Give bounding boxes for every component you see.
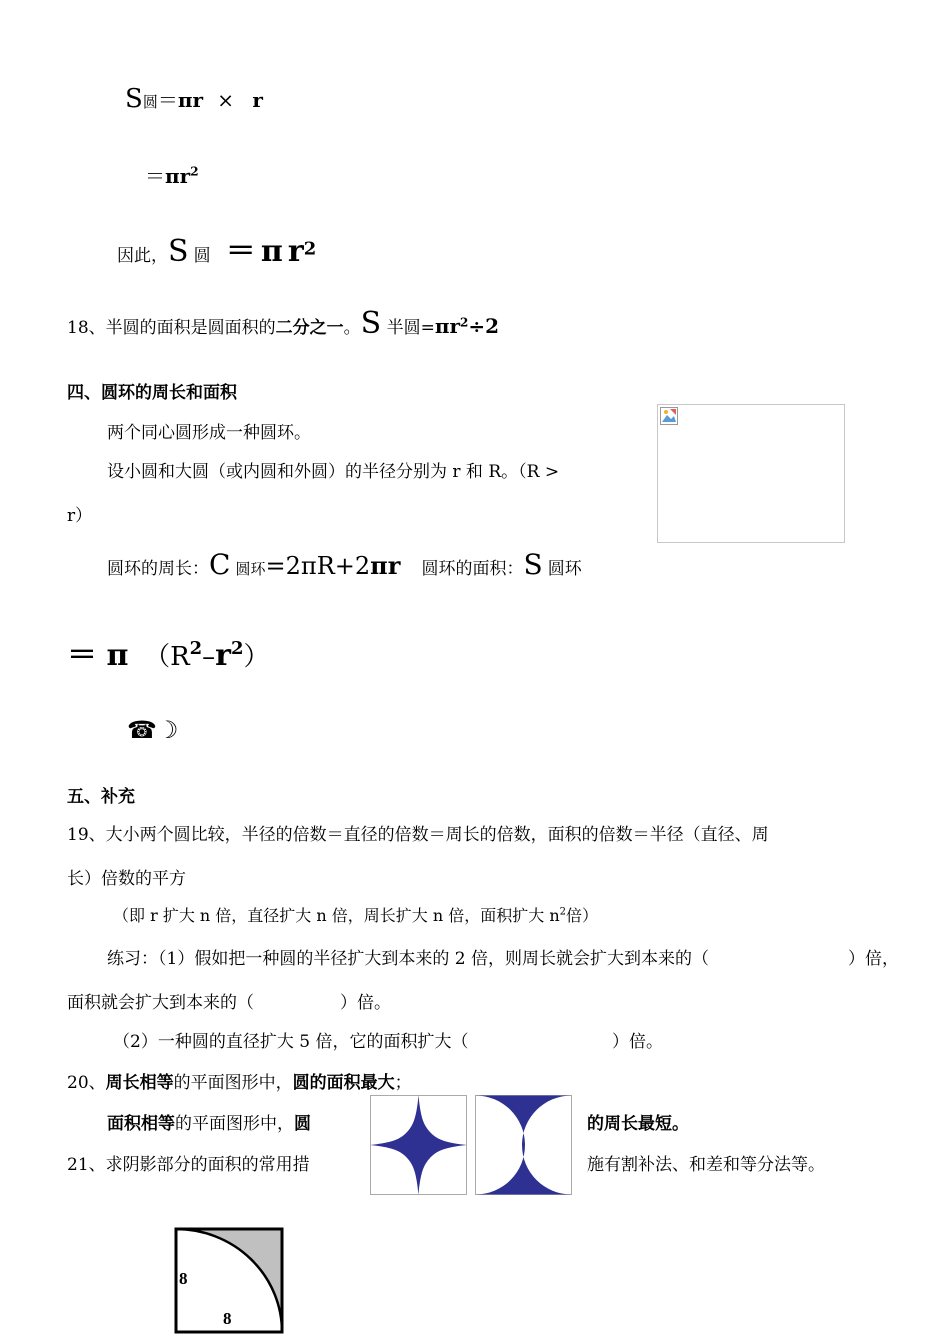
item18-period: 。 — [343, 318, 361, 338]
formula3-sup: 2 — [303, 238, 317, 260]
formula-area-line2 — [145, 160, 199, 189]
ring-area-close: ） — [243, 642, 270, 672]
ring-area-sup1: 2 — [189, 638, 203, 659]
phone-moon-symbols: ☎☽ — [127, 716, 179, 744]
formula-sub-yuan: 圆 — [142, 93, 158, 111]
item19-note-sup: 2 — [559, 906, 567, 918]
item20-b1: 周长相等 — [105, 1073, 174, 1093]
item20-b5: 的周长最短。 — [587, 1114, 689, 1134]
ring-line2: 设小圆和大圆（或内圆和外圆）的半径分别为 r 和 R。（R > — [107, 462, 560, 482]
formula3-pi: π — [260, 234, 283, 269]
item20-t1: 的平面图形中， — [173, 1073, 293, 1093]
item18-sup: 2 — [460, 315, 469, 330]
item19-ex2-b: ）倍。 — [612, 1032, 663, 1052]
item18-sub: 半圆 — [386, 318, 421, 338]
formula2-eq: ＝ — [145, 164, 165, 188]
formula-eq: ＝ — [157, 88, 178, 112]
item-18 — [67, 306, 499, 341]
item19-ex1-a: 练习：（1）假如把一种圆的半径扩大到本来的 2 倍，则周长就会扩大到本来的（ — [107, 949, 709, 969]
formula-r: r — [252, 88, 263, 112]
ring-image-placeholder — [657, 404, 845, 543]
figure-label-1: 8 — [179, 1269, 188, 1288]
item18-text: 18、半圆的面积是圆面积的 — [67, 318, 276, 338]
formula-pir: πr — [177, 88, 204, 112]
ring-area-r: r — [215, 638, 231, 673]
formula-area-line3 — [117, 226, 316, 270]
formula-area-line1 — [125, 84, 263, 114]
item19-note — [113, 903, 598, 926]
formula3-sub: 圆 — [193, 246, 211, 266]
item20-b4: 圆 — [294, 1114, 311, 1134]
star-shape-figure — [370, 1095, 467, 1195]
item19-note-a: （即 r 扩大 n 倍，直径扩大 n 倍，周长扩大 n 倍，面积扩大 n — [113, 906, 560, 925]
ring-c-sub: 圆环 — [235, 560, 266, 578]
item18-pir: πr — [434, 314, 461, 338]
formula3-s: S — [168, 234, 189, 269]
ring-area-minus: – — [202, 642, 216, 672]
ring-c: C — [209, 548, 231, 581]
item19-ex1-b: ）倍， — [848, 949, 899, 969]
quarter-circle-figure — [172, 1226, 286, 1336]
item20-b2: 圆的面积最大 — [292, 1073, 395, 1093]
item20-b3: 面积相等 — [107, 1114, 175, 1134]
ring-c-formula-b: πr — [370, 551, 401, 580]
formula3-r: r — [287, 234, 304, 269]
item19-ex2-a: （2）一种圆的直径扩大 5 倍，它的面积扩大（ — [113, 1032, 469, 1052]
ring-line1: 两个同心圆形成一种圆环。 — [107, 423, 311, 443]
section-5-heading: 五、补充 — [67, 787, 135, 807]
item18-bold: 二分之一 — [275, 318, 344, 338]
ring-area-pi: π — [106, 638, 129, 673]
item19-ex1-c: 面积就会扩大到本来的（ — [67, 993, 254, 1013]
ring-area-eq: ＝ — [67, 638, 97, 673]
ring-perimeter-label: 圆环的周长： — [107, 559, 209, 579]
item-20-line2 — [107, 1109, 311, 1134]
formula-times: × — [217, 88, 235, 112]
item20-t2: ； — [394, 1073, 412, 1093]
item18-tail: ÷2 — [468, 314, 500, 338]
formula3-prefix: 因此， — [117, 246, 168, 266]
formula3-eq: ＝ — [225, 234, 256, 269]
broken-image-icon — [660, 407, 678, 425]
item21-a: 21、求阴影部分的面积的常用措 — [67, 1155, 310, 1175]
formula2-sup: 2 — [190, 164, 199, 179]
formula2-pir: πr — [165, 164, 191, 188]
ring-line3: r） — [67, 506, 93, 526]
item20-t3: 的平面图形中， — [175, 1114, 294, 1134]
item18-eq: = — [420, 318, 435, 338]
ring-s: S — [523, 548, 543, 581]
ring-area-formula — [67, 630, 270, 674]
ring-s-sub: 圆环 — [547, 559, 582, 579]
hourglass-shape-figure — [475, 1095, 572, 1195]
ring-area-open: （R — [144, 642, 190, 672]
section-4-heading: 四、圆环的周长和面积 — [67, 383, 237, 403]
item19-ex1-d: ）倍。 — [340, 993, 391, 1013]
ring-area-sup2: 2 — [230, 638, 244, 659]
item20-num: 20、 — [67, 1073, 106, 1093]
figure-label-2: 8 — [223, 1309, 232, 1328]
item21-b: 施有割补法、和差和等分法等。 — [587, 1155, 825, 1175]
item-20-line1 — [67, 1068, 412, 1093]
ring-c-formula-a: =2πR+2 — [265, 552, 371, 580]
ring-area-label: 圆环的面积： — [421, 559, 524, 579]
item18-s: S — [360, 306, 382, 341]
ring-formulas — [107, 548, 582, 581]
formula-s: S — [125, 84, 143, 114]
item19-line2: 长）倍数的平方 — [67, 869, 186, 889]
item19-note-b: 倍） — [566, 906, 599, 925]
item19-line1: 19、大小两个圆比较，半径的倍数＝直径的倍数＝周长的倍数，面积的倍数＝半径（直径、周 — [67, 825, 769, 845]
